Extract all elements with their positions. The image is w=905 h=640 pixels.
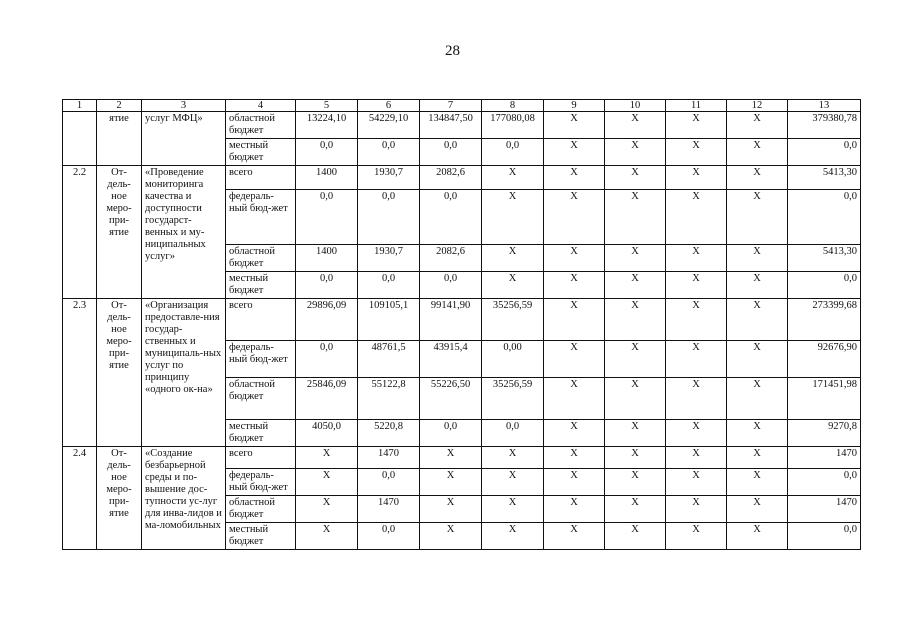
header-cell: 1 bbox=[63, 100, 97, 112]
value-cell: 0,0 bbox=[296, 341, 358, 378]
value-cell: 171451,98 bbox=[788, 378, 861, 420]
value-cell: X bbox=[727, 139, 788, 166]
header-cell: 9 bbox=[544, 100, 605, 112]
value-cell: X bbox=[666, 447, 727, 469]
value-cell: X bbox=[544, 139, 605, 166]
value-cell: X bbox=[605, 523, 666, 550]
value-cell: X bbox=[605, 447, 666, 469]
value-cell: 35256,59 bbox=[482, 378, 544, 420]
row-number-cell: 2.2 bbox=[63, 166, 97, 299]
header-cell: 8 bbox=[482, 100, 544, 112]
value-cell: 109105,1 bbox=[358, 299, 420, 341]
value-cell: X bbox=[482, 469, 544, 496]
value-cell: X bbox=[666, 245, 727, 272]
value-cell: X bbox=[605, 245, 666, 272]
value-cell: X bbox=[666, 272, 727, 299]
value-cell: X bbox=[666, 112, 727, 139]
value-cell: 0,0 bbox=[358, 523, 420, 550]
value-cell: 5413,30 bbox=[788, 166, 861, 190]
value-cell: X bbox=[544, 272, 605, 299]
value-cell: X bbox=[420, 523, 482, 550]
funding-source-cell: местный бюджет bbox=[226, 272, 296, 299]
header-cell: 2 bbox=[97, 100, 142, 112]
header-row bbox=[63, 100, 861, 112]
row-number-cell bbox=[63, 112, 97, 166]
value-cell: X bbox=[544, 112, 605, 139]
funding-source-cell: местный бюджет bbox=[226, 420, 296, 447]
table-body bbox=[63, 112, 861, 550]
header-cell: 3 bbox=[142, 100, 226, 112]
funding-source-cell: областной бюджет bbox=[226, 378, 296, 420]
value-cell: X bbox=[296, 496, 358, 523]
value-cell: X bbox=[544, 378, 605, 420]
funding-source-cell: областной бюджет bbox=[226, 496, 296, 523]
value-cell: X bbox=[482, 166, 544, 190]
value-cell: 1470 bbox=[358, 447, 420, 469]
value-cell: 0,0 bbox=[788, 469, 861, 496]
value-cell: X bbox=[666, 190, 727, 245]
value-cell: X bbox=[666, 523, 727, 550]
value-cell: 1470 bbox=[788, 496, 861, 523]
activity-title-cell: «Создание безбарьерной среды и по-вышение дос-тупности ус-луг для инва-лидов и ма-ломобильных bbox=[142, 447, 226, 550]
activity-title-cell: «Организация предоставле-ния государ-ственных и муниципаль-ных услуг по принципу «одного ок-на» bbox=[142, 299, 226, 447]
value-cell: X bbox=[296, 447, 358, 469]
funding-source-cell: областной бюджет bbox=[226, 245, 296, 272]
value-cell: X bbox=[605, 272, 666, 299]
value-cell: X bbox=[727, 496, 788, 523]
value-cell: 0,0 bbox=[358, 139, 420, 166]
value-cell: 1400 bbox=[296, 245, 358, 272]
value-cell: X bbox=[605, 299, 666, 341]
value-cell: 5413,30 bbox=[788, 245, 861, 272]
value-cell: X bbox=[605, 420, 666, 447]
value-cell: 2082,6 bbox=[420, 245, 482, 272]
value-cell: 0,0 bbox=[420, 420, 482, 447]
value-cell: 5220,8 bbox=[358, 420, 420, 447]
activity-type-cell: ятие bbox=[97, 112, 142, 166]
value-cell: 0,0 bbox=[420, 139, 482, 166]
value-cell: 0,0 bbox=[420, 190, 482, 245]
header-cell: 4 bbox=[226, 100, 296, 112]
value-cell: 0,00 bbox=[482, 341, 544, 378]
value-cell: X bbox=[605, 112, 666, 139]
value-cell: 43915,4 bbox=[420, 341, 482, 378]
header-cell: 13 bbox=[788, 100, 861, 112]
value-cell: 1470 bbox=[358, 496, 420, 523]
activity-title-cell: «Проведение мониторинга качества и доступности государст-венных и му-ниципальных услуг» bbox=[142, 166, 226, 299]
activity-type-cell: От-дель-ное меро-при-ятие bbox=[97, 299, 142, 447]
value-cell: 99141,90 bbox=[420, 299, 482, 341]
value-cell: X bbox=[727, 299, 788, 341]
value-cell: 29896,09 bbox=[296, 299, 358, 341]
value-cell: X bbox=[727, 523, 788, 550]
value-cell: X bbox=[420, 447, 482, 469]
value-cell: 2082,6 bbox=[420, 166, 482, 190]
value-cell: X bbox=[666, 420, 727, 447]
value-cell: 0,0 bbox=[296, 190, 358, 245]
value-cell: X bbox=[666, 166, 727, 190]
header-cell: 5 bbox=[296, 100, 358, 112]
value-cell: 25846,09 bbox=[296, 378, 358, 420]
value-cell: X bbox=[666, 139, 727, 166]
value-cell: 0,0 bbox=[358, 190, 420, 245]
header-cell: 12 bbox=[727, 100, 788, 112]
funding-source-cell: всего bbox=[226, 447, 296, 469]
value-cell: 134847,50 bbox=[420, 112, 482, 139]
page-number: 28 bbox=[445, 43, 460, 59]
value-cell: 1930,7 bbox=[358, 166, 420, 190]
table-row bbox=[63, 166, 861, 190]
value-cell: 35256,59 bbox=[482, 299, 544, 341]
value-cell: 54229,10 bbox=[358, 112, 420, 139]
value-cell: X bbox=[296, 469, 358, 496]
funding-source-cell: всего bbox=[226, 299, 296, 341]
funding-source-cell: местный бюджет bbox=[226, 139, 296, 166]
header-cell: 6 bbox=[358, 100, 420, 112]
value-cell: 48761,5 bbox=[358, 341, 420, 378]
value-cell: 4050,0 bbox=[296, 420, 358, 447]
value-cell: 55226,50 bbox=[420, 378, 482, 420]
value-cell: X bbox=[605, 166, 666, 190]
value-cell: X bbox=[666, 341, 727, 378]
header-cell: 7 bbox=[420, 100, 482, 112]
value-cell: X bbox=[666, 469, 727, 496]
value-cell: X bbox=[666, 496, 727, 523]
value-cell: X bbox=[482, 272, 544, 299]
value-cell: X bbox=[420, 496, 482, 523]
value-cell: X bbox=[727, 166, 788, 190]
value-cell: X bbox=[544, 469, 605, 496]
value-cell: X bbox=[544, 447, 605, 469]
value-cell: 92676,90 bbox=[788, 341, 861, 378]
value-cell: X bbox=[544, 523, 605, 550]
activity-title-cell: услуг МФЦ» bbox=[142, 112, 226, 166]
value-cell: X bbox=[727, 447, 788, 469]
value-cell: 0,0 bbox=[788, 523, 861, 550]
value-cell: X bbox=[544, 420, 605, 447]
value-cell: X bbox=[727, 469, 788, 496]
value-cell: 0,0 bbox=[358, 469, 420, 496]
value-cell: X bbox=[482, 447, 544, 469]
value-cell: X bbox=[605, 341, 666, 378]
value-cell: 13224,10 bbox=[296, 112, 358, 139]
value-cell: X bbox=[605, 469, 666, 496]
value-cell: X bbox=[544, 299, 605, 341]
row-number-cell: 2.3 bbox=[63, 299, 97, 447]
value-cell: X bbox=[544, 496, 605, 523]
header-cell: 10 bbox=[605, 100, 666, 112]
table-row bbox=[63, 299, 861, 341]
value-cell: X bbox=[605, 378, 666, 420]
header-cell: 11 bbox=[666, 100, 727, 112]
funding-source-cell: всего bbox=[226, 166, 296, 190]
value-cell: 1400 bbox=[296, 166, 358, 190]
value-cell: 0,0 bbox=[788, 272, 861, 299]
value-cell: X bbox=[544, 190, 605, 245]
value-cell: X bbox=[727, 245, 788, 272]
value-cell: X bbox=[296, 523, 358, 550]
value-cell: X bbox=[727, 341, 788, 378]
funding-source-cell: местный бюджет bbox=[226, 523, 296, 550]
budget-table bbox=[62, 99, 861, 550]
activity-type-cell: От-дель-ное меро-при-ятие bbox=[97, 447, 142, 550]
value-cell: 55122,8 bbox=[358, 378, 420, 420]
value-cell: 1470 bbox=[788, 447, 861, 469]
value-cell: X bbox=[666, 299, 727, 341]
activity-type-cell: От-дель-ное меро-при-ятие bbox=[97, 166, 142, 299]
funding-source-cell: федераль-ный бюд-жет bbox=[226, 341, 296, 378]
table-row bbox=[63, 112, 861, 139]
value-cell: 0,0 bbox=[358, 272, 420, 299]
value-cell: X bbox=[544, 341, 605, 378]
value-cell: 1930,7 bbox=[358, 245, 420, 272]
value-cell: 0,0 bbox=[788, 190, 861, 245]
value-cell: 9270,8 bbox=[788, 420, 861, 447]
value-cell: X bbox=[727, 190, 788, 245]
value-cell: X bbox=[666, 378, 727, 420]
value-cell: 0,0 bbox=[296, 272, 358, 299]
funding-source-cell: областной бюджет bbox=[226, 112, 296, 139]
value-cell: X bbox=[482, 245, 544, 272]
value-cell: X bbox=[544, 245, 605, 272]
value-cell: X bbox=[727, 272, 788, 299]
value-cell: 0,0 bbox=[296, 139, 358, 166]
value-cell: X bbox=[482, 496, 544, 523]
value-cell: X bbox=[420, 469, 482, 496]
value-cell: X bbox=[605, 139, 666, 166]
value-cell: X bbox=[544, 166, 605, 190]
value-cell: 0,0 bbox=[482, 139, 544, 166]
value-cell: 379380,78 bbox=[788, 112, 861, 139]
row-number-cell: 2.4 bbox=[63, 447, 97, 550]
value-cell: X bbox=[727, 420, 788, 447]
value-cell: X bbox=[727, 112, 788, 139]
value-cell: X bbox=[482, 523, 544, 550]
funding-source-cell: федераль-ный бюд-жет bbox=[226, 469, 296, 496]
value-cell: 0,0 bbox=[482, 420, 544, 447]
value-cell: X bbox=[605, 190, 666, 245]
value-cell: 0,0 bbox=[420, 272, 482, 299]
value-cell: 177080,08 bbox=[482, 112, 544, 139]
funding-source-cell: федераль-ный бюд-жет bbox=[226, 190, 296, 245]
value-cell: 273399,68 bbox=[788, 299, 861, 341]
value-cell: 0,0 bbox=[788, 139, 861, 166]
table-row bbox=[63, 447, 861, 469]
value-cell: X bbox=[727, 378, 788, 420]
value-cell: X bbox=[482, 190, 544, 245]
value-cell: X bbox=[605, 496, 666, 523]
